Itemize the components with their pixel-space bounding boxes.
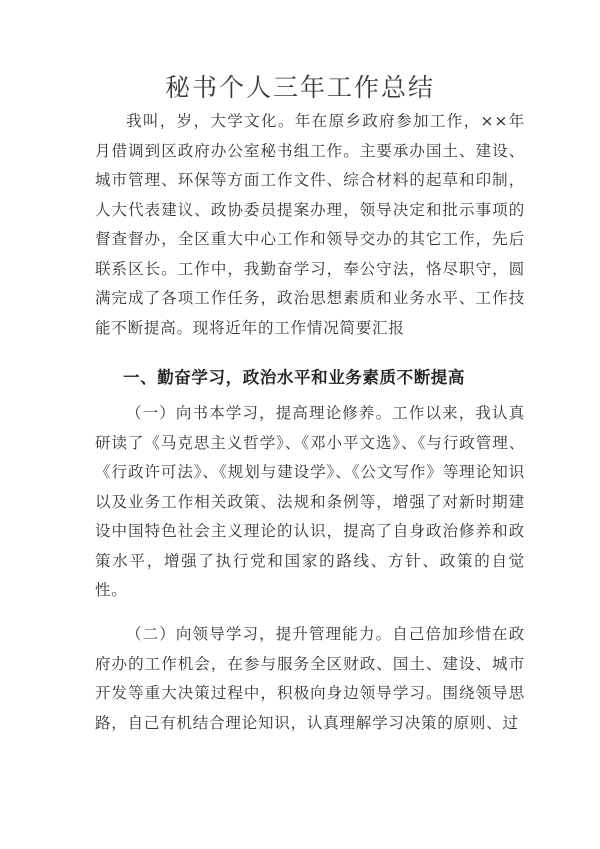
section-heading: 一、勤奋学习，政治水平和业务素质不断提高 [123, 368, 465, 387]
intro-paragraph: 我叫，岁，大学文化。年在原乡政府参加工作，××年月借调到区政府办公室秘书组工作。主要承办国土、建设、城市管理、环保等方面工作文件、综合材料的起草和印制，人大代表建议、政协委员提案办理，领导决定和批示事项的督查督办，全区重大中心工作和领导交办的其它工作，先后联系区长。工作中，我勤奋学习，奉公守法，恪尽职守，圆满完成了各项工作任务，政治思想素质和业务水平、工作技能不断提高。现将近年的工作情况简要汇报 [95, 112, 525, 337]
section-paragraph-1: （一）向书本学习，提高理论修养。工作以来，我认真研读了《马克思主义哲学》、《邓小平文选》、《与行政管理、《行政许可法》、《规划与建设学》、《公文写作》等理论知识以及业务工作相关政策、法规和条例等，增强了对新时期建设中国特色社会主义理论的认识，提高了自身政治修养和政策水平，增强了执行党和国家的路线、方针、政策的自觉性。 [95, 404, 525, 599]
document-title: 秘书个人三年工作总结 [164, 73, 435, 102]
section-paragraph-2: （二）向领导学习，提升管理能力。自己倍加珍惜在政府办的工作机会，在参与服务全区财政、国土、建设、城市开发等重大决策过程中，积极向身边领导学习。围绕领导思路，自己有机结合理论知识，认真理解学习决策的原则、过 [95, 625, 525, 732]
